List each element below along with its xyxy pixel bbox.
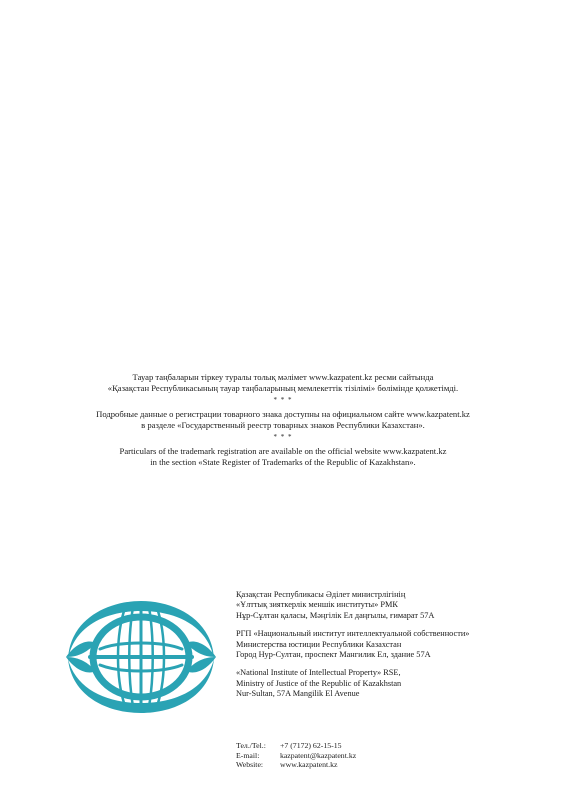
contacts-kz bbox=[236, 590, 536, 621]
contacts-kz-line: Қазақстан Республикасы Әділет министрлігінің bbox=[236, 590, 406, 599]
notice-en-line-1: Particulars of the trademark registration are available on the official website www.kazpatent.kz bbox=[119, 445, 447, 456]
notice-en bbox=[40, 446, 526, 469]
phone-value: +7 (7172) 62-15-15 bbox=[279, 741, 342, 750]
contacts-kz-line: Нұр-Сұлтан қаласы, Мәңгілік Ел даңғылы, ғимарат 57А bbox=[236, 610, 435, 620]
contacts-ru-line: Город Нур-Султан, проспект Мангилик Ел, здание 57А bbox=[236, 650, 431, 660]
notice-kz-line-1: Тауар таңбаларын тіркеу туралы толық мәлімет www.kazpatent.kz ресми сайтында bbox=[132, 372, 434, 382]
email-row bbox=[236, 751, 356, 761]
separator: * * * bbox=[273, 432, 293, 441]
institute-contacts bbox=[236, 590, 536, 708]
contacts-en-line: Nur-Sultan, 57A Mangilik El Avenue bbox=[236, 689, 360, 699]
contacts-en-line: Ministry of Justice of the Republic of Kazakhstan bbox=[236, 678, 402, 688]
registration-notice bbox=[40, 372, 526, 468]
notice-ru bbox=[40, 409, 526, 432]
notice-ru-line-2: в разделе «Государственный реестр товарных знаков Республики Казахстан». bbox=[141, 420, 425, 431]
notice-kz-line-2: «Қазақстан Республикасының тауар таңбаларының мемлекеттік тізілімі» бөлімінде қолжетімді. bbox=[107, 383, 459, 394]
contact-details bbox=[236, 741, 356, 770]
contacts-ru-line: РГП «Национальный институт интеллектуальной собственности» bbox=[236, 629, 470, 639]
website-row bbox=[236, 760, 356, 770]
email-value[interactable]: kazpatent@kazpatent.kz bbox=[279, 750, 357, 760]
contacts-ru bbox=[236, 629, 536, 660]
contacts-kz-line: «Ұлттық зияткерлік меншік институты» РМК bbox=[236, 600, 398, 610]
kazpatent-emblem-icon bbox=[60, 597, 222, 717]
phone-row bbox=[236, 741, 356, 751]
contacts-ru-line: Министерства юстиции Республики Казахстан bbox=[236, 639, 402, 649]
contacts-en bbox=[236, 668, 536, 699]
contacts-en-line: «National Institute of Intellectual Property» RSE, bbox=[236, 668, 401, 678]
separator: * * * bbox=[273, 395, 293, 404]
notice-kz bbox=[40, 372, 526, 395]
notice-en-line-2: in the section «State Register of Trademarks of the Republic of Kazakhstan». bbox=[150, 457, 416, 468]
website-value[interactable]: www.kazpatent.kz bbox=[279, 760, 338, 770]
email-label: E-mail: bbox=[236, 750, 260, 760]
website-label: Website: bbox=[236, 760, 264, 770]
phone-label: Тел./Tel.: bbox=[236, 741, 266, 750]
notice-ru-line-1: Подробные данные о регистрации товарного знака доступны на официальном сайте www.kazpatent.kz bbox=[96, 408, 470, 419]
